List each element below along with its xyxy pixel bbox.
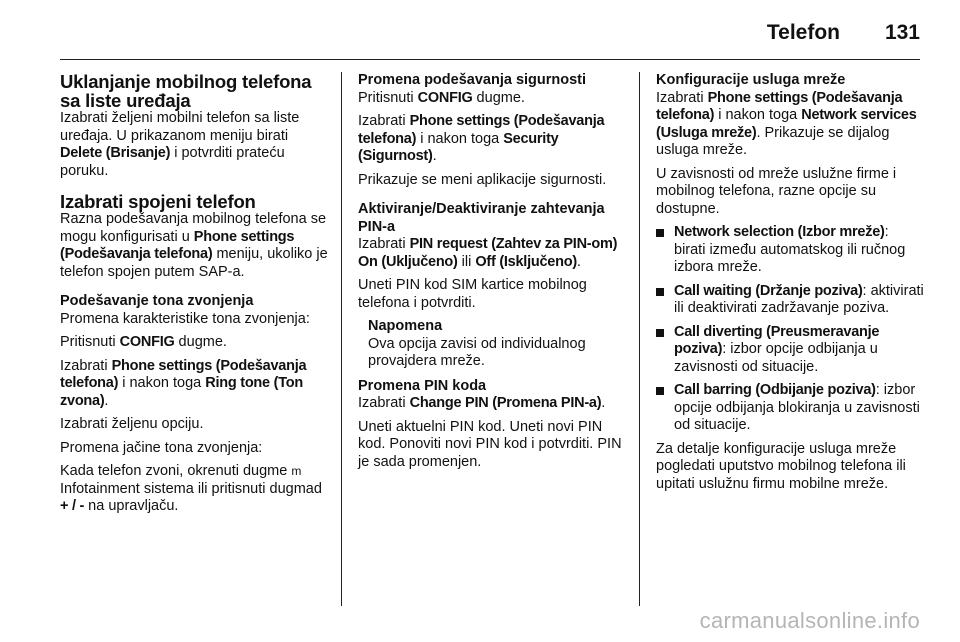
column-1 xyxy=(60,72,330,522)
list-item-text: : izbor opcije odbijanja u zavisnosti od situacije. xyxy=(674,341,878,375)
text: na upravljaču. xyxy=(84,498,179,514)
text: Izabrati xyxy=(656,89,708,106)
text: Izabrati xyxy=(358,113,410,129)
note-box xyxy=(358,318,622,371)
page-header xyxy=(0,0,960,60)
text: i nakon toga xyxy=(416,130,504,147)
menu-option-off: Off (Isključeno) xyxy=(475,253,577,270)
text: i nakon toga xyxy=(714,107,802,123)
menu-option-security: Security (Sigurnost) xyxy=(358,130,559,164)
subsection-title-ringtone: Podešavanje tona zvonjenja xyxy=(60,293,254,309)
paragraph: Izabrati željenu opciju. xyxy=(60,416,204,432)
paragraph: Promena jačine tona zvonjenja: xyxy=(60,439,263,456)
menu-option-delete: Delete (Brisanje) xyxy=(60,145,171,161)
paragraph xyxy=(358,395,622,413)
list-item-text: : izbor opcije odbijanja blokiranja u zavisnosti od situacije. xyxy=(674,382,920,433)
text: ili xyxy=(457,253,476,270)
paragraph: Uneti aktuelni PIN kod. Uneti novi PIN kod. Ponoviti novi PIN kod i potvrditi. PIN je sada promenjen. xyxy=(358,418,622,470)
text: . Prikazuje se dijalog usluga mreže. xyxy=(656,124,890,158)
text: Razna podešavanja mobilnog telefona se mogu konfigurisati u xyxy=(60,211,327,245)
button-name-plus-minus: + / - xyxy=(60,498,85,514)
paragraph: Promena karakteristike tona zvonjenja: xyxy=(60,310,310,327)
square-bullet-icon xyxy=(656,288,664,296)
list-item xyxy=(656,324,924,377)
menu-option-phone-settings: Phone settings (Podešavanja telefona) xyxy=(60,357,307,391)
paragraph xyxy=(656,90,924,160)
text: dugme. xyxy=(472,89,525,106)
button-name-config: CONFIG xyxy=(119,334,175,350)
list-item-label: Call barring (Odbijanje poziva) xyxy=(674,382,876,398)
text: . xyxy=(601,395,606,411)
note-title: Napomena xyxy=(368,318,443,334)
text: Izabrati xyxy=(358,236,410,252)
text: i potvrditi prateću poruku. xyxy=(60,145,285,179)
column-3 xyxy=(656,72,924,499)
paragraph xyxy=(60,463,330,516)
text: meniju, ukoliko je telefon spojen putem SAP-a. xyxy=(60,246,328,280)
watermark: carmanualsonline.info xyxy=(699,608,920,633)
square-bullet-icon xyxy=(656,387,664,395)
list-item-label: Network selection (Izbor mreže) xyxy=(674,224,885,240)
knob-icon: m xyxy=(291,464,302,478)
header-title: Telefon xyxy=(766,21,840,44)
text: Pritisnuti xyxy=(60,334,120,350)
text: . xyxy=(576,253,581,270)
text: . xyxy=(104,392,109,409)
menu-option-phone-settings: Phone settings (Podešavanja telefona) xyxy=(656,89,903,123)
paragraph: Za detalje konfiguracije usluga mreže pogledati uputstvo mobilnog telefona ili upitati uslužnu firmu mobilne mreže. xyxy=(656,440,906,492)
text: i nakon toga xyxy=(118,375,206,391)
paragraph xyxy=(60,334,330,352)
list-item-text: : birati između automatskog ili ručnog izbora mreže. xyxy=(674,224,906,275)
paragraph xyxy=(358,113,622,166)
menu-option-phone-settings: Phone settings (Podešavanja telefona) xyxy=(60,228,295,262)
text: dugme. xyxy=(174,334,227,350)
menu-option-ring-tone: Ring tone (Ton zvona) xyxy=(60,375,303,409)
list-item-text: : aktivirati ili deaktivirati zadržavanje poziva. xyxy=(674,282,924,316)
text: Izabrati xyxy=(358,395,410,411)
paragraph xyxy=(358,90,622,108)
text: Pritisnuti xyxy=(358,89,418,106)
text: . xyxy=(432,148,437,164)
button-name-config: CONFIG xyxy=(417,89,473,106)
list-item xyxy=(656,224,924,277)
list-item-label: Call diverting (Preusmeravanje poziva) xyxy=(674,323,880,357)
menu-option-phone-settings: Phone settings (Podešavanja telefona) xyxy=(358,113,605,147)
paragraph xyxy=(358,236,622,271)
network-options-list xyxy=(656,224,924,435)
list-item xyxy=(656,382,924,435)
subsection-title-network-services: Konfiguracije usluga mreže xyxy=(656,72,846,88)
paragraph: U zavisnosti od mreže uslužne firme i mobilnog telefona, razne opcije su dostupne. xyxy=(656,165,897,217)
paragraph: Uneti PIN kod SIM kartice mobilnog telefona i potvrditi. xyxy=(358,277,587,311)
list-item xyxy=(656,283,924,318)
column-divider-1 xyxy=(341,72,342,606)
paragraph xyxy=(60,110,330,180)
menu-option-network-services: Network services (Usluga mreže) xyxy=(656,107,917,141)
list-item-label: Call waiting (Držanje poziva) xyxy=(674,282,863,299)
column-divider-2 xyxy=(639,72,640,606)
paragraph: Prikazuje se meni aplikacije sigurnosti. xyxy=(358,171,607,188)
text: Izabrati xyxy=(60,357,112,374)
section-title-select-phone: Izabrati spojeni telefon xyxy=(60,191,256,212)
text: Izabrati željeni mobilni telefon sa liste uređaja. U prikazanom meniju birati xyxy=(60,110,300,144)
subsection-title-pin-request: Aktiviranje/Deaktiviranje zahtevanja PIN-a xyxy=(358,201,605,235)
paragraph xyxy=(60,211,330,281)
column-2 xyxy=(358,72,622,477)
header-rule xyxy=(60,59,920,60)
note-text: Ova opcija zavisi od individualnog provajdera mreže. xyxy=(368,335,586,369)
menu-option-pin-request-on: PIN request (Zahtev za PIN-om) On (Uključeno) xyxy=(358,236,618,270)
square-bullet-icon xyxy=(656,229,664,237)
section-title-remove-phone: Uklanjanje mobilnog telefona sa liste uređaja xyxy=(60,71,312,111)
subsection-title-security: Promena podešavanja sigurnosti xyxy=(358,72,587,88)
menu-option-change-pin: Change PIN (Promena PIN-a) xyxy=(409,395,602,411)
text: Infotainment sistema ili pritisnuti dugmad xyxy=(60,480,322,497)
page-number: 131 xyxy=(884,21,920,44)
paragraph xyxy=(60,358,330,411)
text: Kada telefon zvoni, okrenuti dugme xyxy=(60,463,292,479)
subsection-title-change-pin: Promena PIN koda xyxy=(358,377,487,394)
square-bullet-icon xyxy=(656,329,664,337)
